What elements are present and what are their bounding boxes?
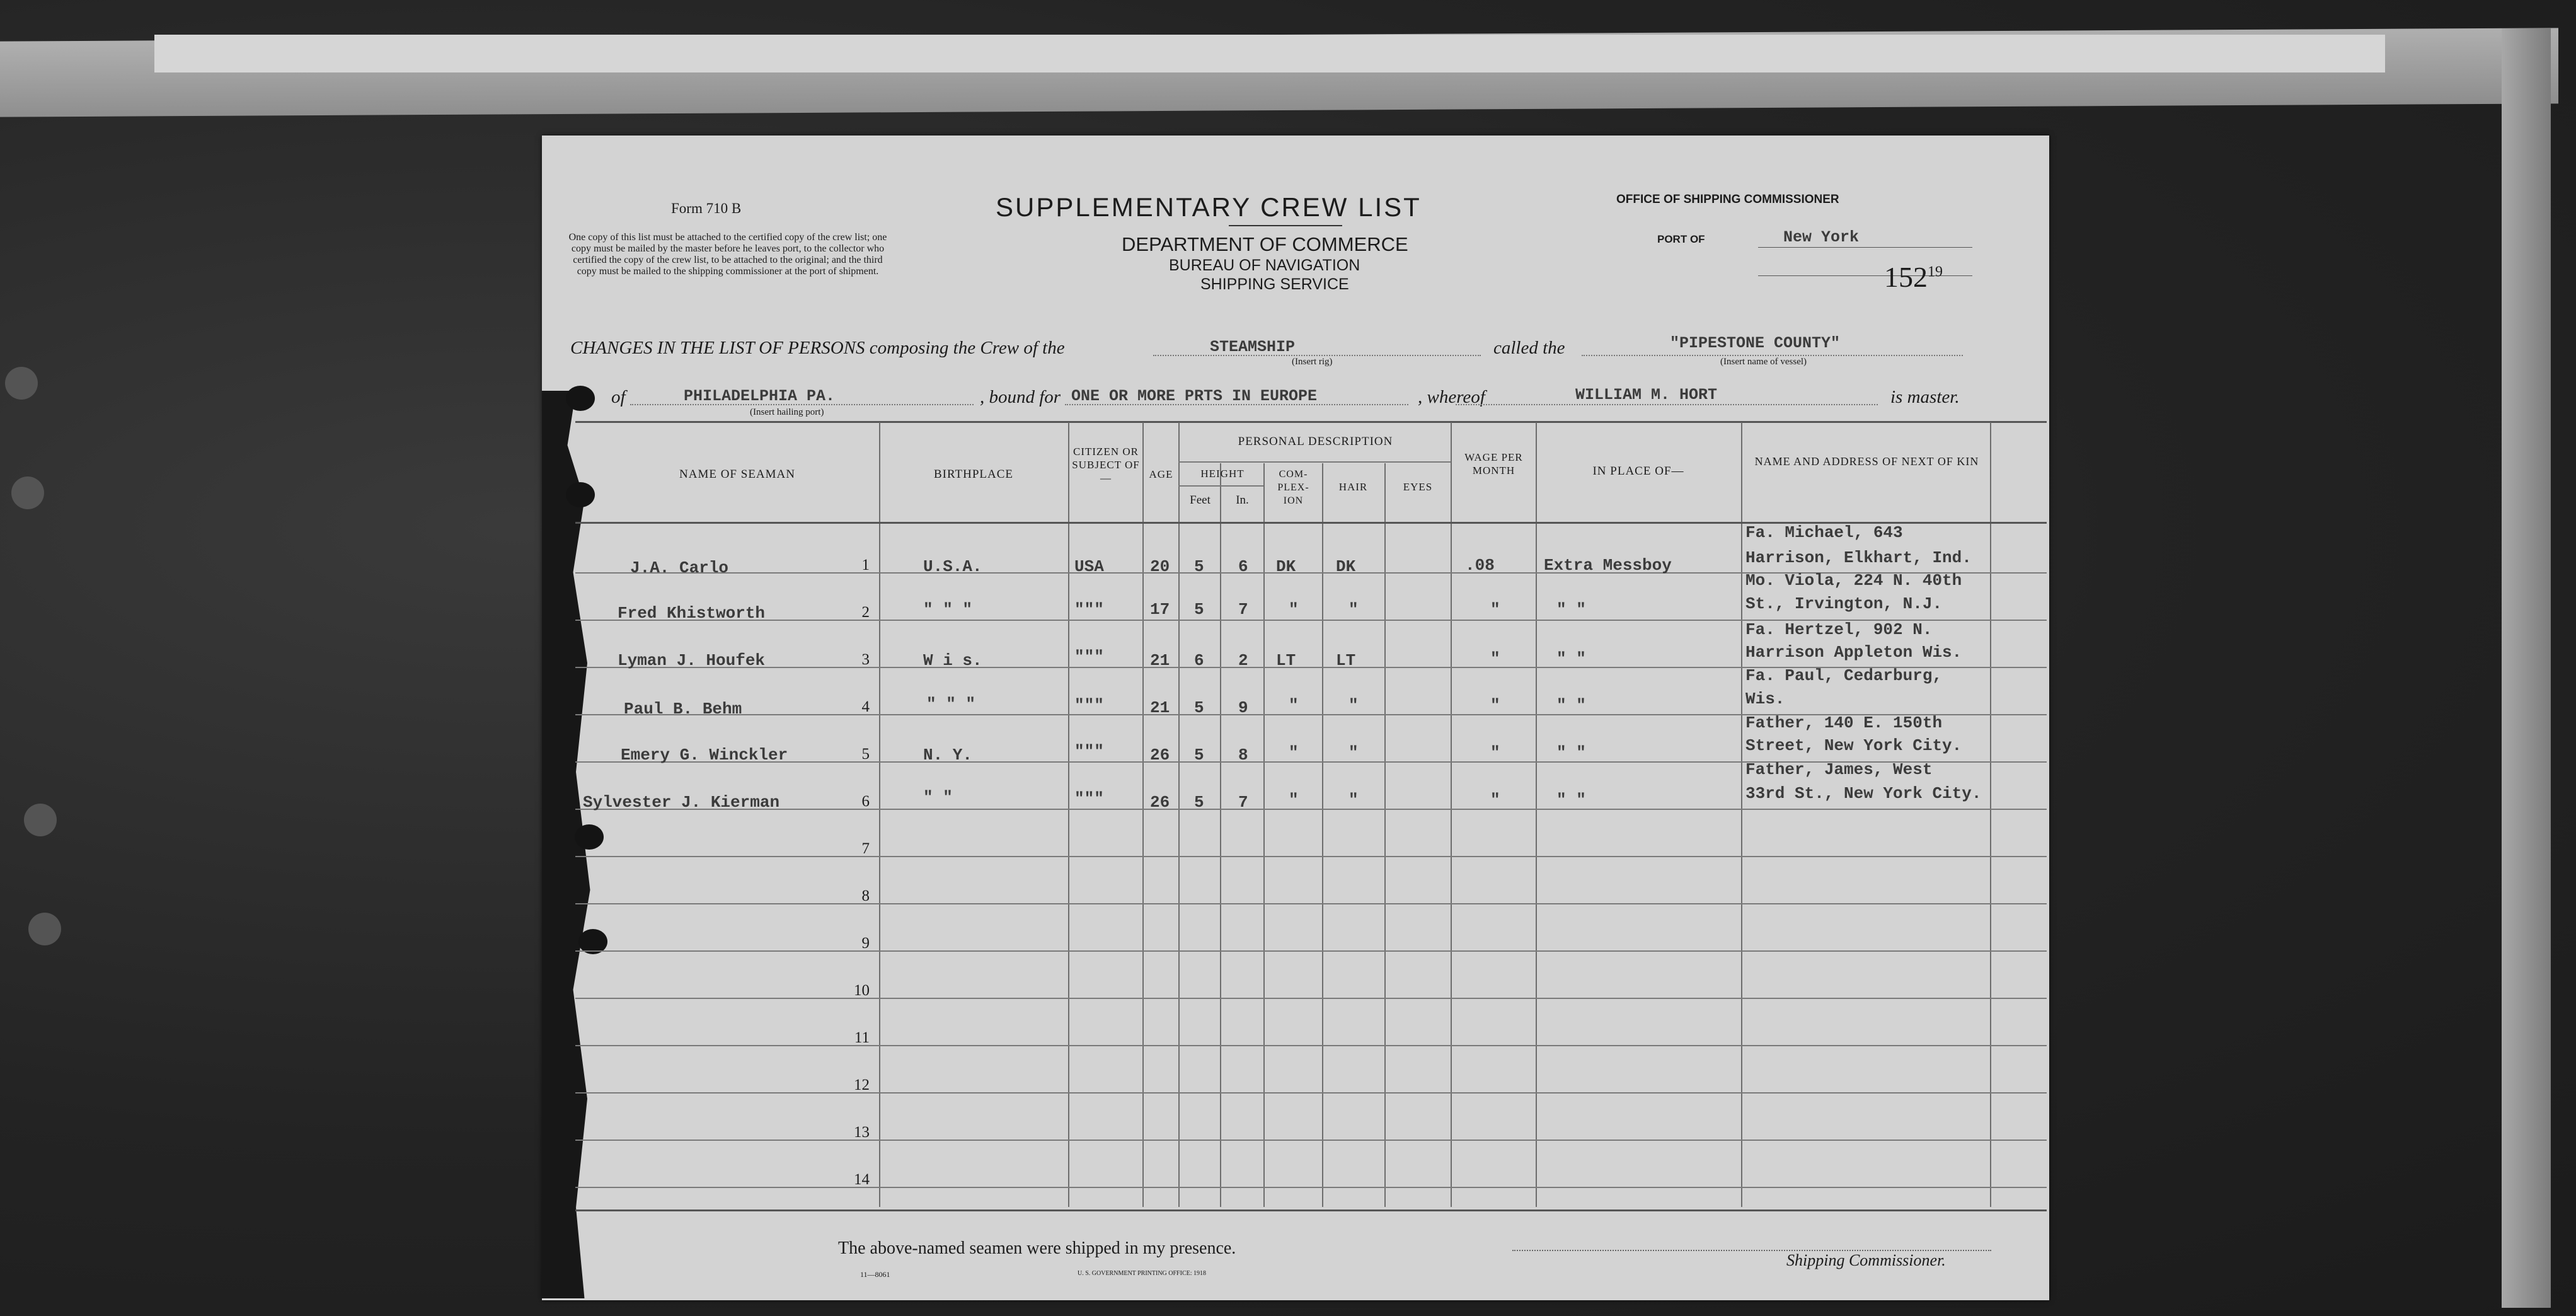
printer-code: 11—8061	[860, 1270, 890, 1279]
feet-cell: 5	[1194, 557, 1204, 576]
header-inches: In.	[1236, 494, 1249, 507]
header-in-place-of: IN PLACE OF—	[1592, 465, 1684, 478]
hair-cell: "	[1348, 743, 1359, 762]
row-number: 8	[861, 887, 870, 904]
inches-cell: 7	[1238, 793, 1248, 812]
col-divider	[1263, 463, 1265, 1207]
home-port: PHILADELPHIA PA.	[684, 387, 836, 405]
feet-cell: 5	[1194, 746, 1204, 765]
complexion-cell: DK	[1276, 557, 1296, 576]
row-number: 9	[861, 935, 870, 952]
hair-cell: "	[1348, 696, 1359, 715]
seaman-name: J.A. Carlo	[630, 558, 729, 577]
col-divider	[1741, 422, 1742, 1207]
age-cell: 26	[1150, 793, 1170, 812]
citizen-cell: USA	[1074, 557, 1104, 576]
feet-cell: 5	[1194, 793, 1204, 812]
birthplace-cell: N. Y.	[923, 746, 973, 765]
wage-cell: "	[1490, 743, 1500, 762]
col-divider	[1451, 422, 1452, 1207]
year-prefix: 152	[1884, 261, 1928, 293]
in-place-of-cell: " "	[1556, 743, 1586, 762]
rig-value: STEAMSHIP	[1210, 338, 1296, 356]
destination: ONE OR MORE PRTS IN EUROPE	[1071, 387, 1318, 405]
birthplace-cell: " " "	[923, 600, 973, 619]
office-label: OFFICE OF SHIPPING COMMISSIONER	[1616, 193, 1839, 206]
bound-text: , bound for	[980, 387, 1061, 407]
next-of-kin-line: Fa. Hertzel, 902 N.	[1745, 620, 1933, 639]
printer-imprint: U. S. GOVERNMENT PRINTING OFFICE: 1918	[1078, 1270, 1206, 1277]
seaman-name: Paul B. Behm	[624, 700, 742, 719]
port-value: New York	[1783, 228, 1860, 246]
row-rule	[575, 809, 2047, 810]
next-of-kin-line: Fa. Michael, 643	[1745, 523, 1903, 542]
header-age: AGE	[1149, 468, 1173, 480]
next-of-kin-line: Mo. Viola, 224 N. 40th	[1745, 571, 1962, 590]
age-cell: 21	[1150, 651, 1170, 670]
row-number: 5	[861, 746, 870, 763]
complexion-cell: "	[1289, 790, 1299, 809]
wage-cell: "	[1490, 600, 1500, 619]
rig-field-line	[1153, 354, 1481, 356]
row-number: 11	[854, 1029, 870, 1046]
service-name: SHIPPING SERVICE	[1200, 275, 1349, 293]
next-of-kin-line: Harrison Appleton Wis.	[1745, 643, 1962, 662]
seaman-name: Sylvester J. Kierman	[583, 793, 780, 812]
vessel-field-line	[1582, 354, 1963, 356]
row-number: 2	[861, 604, 870, 621]
year-suffix: 19	[1928, 263, 1943, 280]
header-feet: Feet	[1190, 494, 1210, 507]
port-field-line	[1758, 247, 1972, 248]
row-rule	[575, 950, 2047, 952]
ink-blot	[566, 386, 595, 411]
wage-cell: "	[1490, 649, 1500, 668]
paper-edge-right	[2502, 28, 2551, 1308]
home-port-hint: (Insert hailing port)	[750, 407, 824, 417]
col-divider	[1142, 422, 1144, 1207]
wage-cell: "	[1490, 696, 1500, 715]
vessel-hint: (Insert name of vessel)	[1720, 357, 1807, 367]
row-number: 3	[861, 651, 870, 668]
next-of-kin-line: Father, James, West	[1745, 760, 1933, 779]
hair-cell: LT	[1336, 651, 1356, 670]
next-of-kin-line: Harrison, Elkhart, Ind.	[1745, 548, 1972, 567]
hair-cell: "	[1348, 790, 1359, 809]
col-divider	[1536, 422, 1537, 1207]
row-number: 4	[861, 698, 870, 715]
citizen-cell: """	[1074, 600, 1104, 619]
in-place-of-cell: " "	[1556, 649, 1586, 668]
page-title: SUPPLEMENTARY CREW LIST	[996, 192, 1422, 222]
is-master-text: is master.	[1890, 387, 1960, 407]
in-place-of-cell: " "	[1556, 600, 1586, 619]
row-number: 14	[854, 1171, 870, 1188]
feet-cell: 6	[1194, 651, 1204, 670]
row-rule	[575, 856, 2047, 857]
row-number: 10	[854, 982, 870, 999]
title-divider	[1229, 225, 1342, 226]
row-rule	[575, 1140, 2047, 1141]
row-number: 13	[854, 1124, 870, 1141]
col-divider	[1990, 422, 1991, 1207]
age-cell: 17	[1150, 600, 1170, 619]
header-eyes: EYES	[1403, 481, 1433, 493]
hair-cell: DK	[1336, 557, 1356, 576]
age-cell: 20	[1150, 557, 1170, 576]
inches-cell: 9	[1238, 698, 1248, 717]
col-divider	[1322, 463, 1323, 1207]
inches-cell: 2	[1238, 651, 1248, 670]
master-name: WILLIAM M. HORT	[1575, 386, 1718, 404]
binder-hole	[5, 367, 38, 400]
row-rule	[575, 1045, 2047, 1046]
next-of-kin-line: St., Irvington, N.J.	[1745, 594, 1943, 613]
header-birthplace: BIRTHPLACE	[933, 468, 1014, 481]
seaman-name: Fred Khistworth	[618, 604, 766, 623]
form-number: Form 710 B	[671, 200, 742, 216]
inches-cell: 6	[1238, 557, 1248, 576]
header-next-of-kin: NAME AND ADDRESS OF NEXT OF KIN	[1754, 455, 1979, 468]
birthplace-cell: " "	[923, 788, 953, 807]
next-of-kin-line: Fa. Paul, Cedarburg,	[1745, 666, 1943, 685]
birthplace-cell: U.S.A.	[923, 557, 982, 576]
complexion-cell: "	[1289, 696, 1299, 715]
inches-cell: 8	[1238, 746, 1248, 765]
complexion-cell: "	[1289, 743, 1299, 762]
next-of-kin-line: 33rd St., New York City.	[1745, 784, 1982, 803]
binder-hole	[28, 913, 61, 945]
feet-cell: 5	[1194, 698, 1204, 717]
port-label: PORT OF	[1657, 233, 1705, 245]
called-text: called the	[1493, 338, 1565, 358]
in-place-of-cell: " "	[1556, 790, 1586, 809]
inches-cell: 7	[1238, 600, 1248, 619]
form-instructions: One copy of this list must be attached to the certified copy of the crew list; one copy must be mailed by the master before he leaves port, to the collector who certified the copy of the crew list, to be attached to the original; and the third copy must be mailed to the shipping commissioner at the port of shipment.	[568, 232, 887, 277]
row-rule	[575, 1092, 2047, 1094]
next-of-kin-line: Father, 140 E. 150th	[1745, 713, 1943, 732]
binder-hole	[11, 476, 44, 509]
in-place-of-cell: Extra Messboy	[1544, 556, 1672, 575]
header-wage: WAGE PER MONTH	[1464, 451, 1523, 476]
hair-cell: "	[1348, 600, 1359, 619]
header-citizen: CITIZEN OR SUBJECT OF—	[1072, 446, 1140, 484]
binder-hole	[24, 804, 57, 836]
vessel-name: "PIPESTONE COUNTY"	[1670, 334, 1841, 352]
height-header-rule	[1178, 485, 1263, 487]
header-name: NAME OF SEAMAN	[679, 468, 795, 481]
birthplace-cell: " " "	[926, 695, 976, 713]
in-place-of-cell: " "	[1556, 696, 1586, 715]
complexion-cell: LT	[1276, 651, 1296, 670]
birthplace-cell: W i s.	[923, 651, 982, 670]
citizen-cell: """	[1074, 696, 1104, 715]
row-rule	[575, 1187, 2047, 1188]
col-divider	[1220, 463, 1221, 1207]
row-rule	[575, 998, 2047, 999]
header-personal: PERSONAL DESCRIPTION	[1238, 435, 1393, 448]
feet-cell: 5	[1194, 600, 1204, 619]
complexion-cell: "	[1289, 600, 1299, 619]
seaman-name: Lyman J. Houfek	[618, 651, 766, 670]
header-hair: HAIR	[1338, 481, 1368, 493]
year-value	[1884, 260, 1943, 294]
age-cell: 26	[1150, 746, 1170, 765]
presence-statement: The above-named seamen were shipped in my presence.	[838, 1238, 1236, 1258]
header-height: HEIGHT	[1200, 468, 1245, 480]
citizen-cell: """	[1074, 742, 1104, 761]
wage-cell: .08	[1465, 556, 1495, 575]
row-number: 7	[861, 840, 870, 857]
row-rule	[575, 903, 2047, 904]
next-of-kin-line: Wis.	[1745, 690, 1785, 708]
signature-label: Shipping Commissioner.	[1786, 1251, 1946, 1269]
citizen-cell: """	[1074, 789, 1104, 808]
col-divider	[1178, 422, 1180, 1207]
col-divider	[879, 422, 880, 1207]
changes-text: CHANGES IN THE LIST OF PERSONS composing the Crew of the	[570, 338, 1065, 358]
bureau-name: BUREAU OF NAVIGATION	[1169, 257, 1360, 274]
rig-hint: (Insert rig)	[1292, 357, 1333, 367]
whereof-text: , whereof	[1418, 387, 1485, 407]
wage-cell: "	[1490, 790, 1500, 809]
seaman-name: Emery G. Winckler	[621, 746, 788, 765]
col-divider	[1068, 422, 1069, 1207]
of-text: of	[611, 387, 626, 407]
personal-header-rule	[1178, 461, 1451, 463]
row-number: 12	[854, 1076, 870, 1094]
row-number: 1	[861, 557, 870, 574]
paper-edge-top-inner	[154, 35, 2385, 72]
header-complexion: COM- PLEX- ION	[1277, 469, 1309, 506]
department-name: DEPARTMENT OF COMMERCE	[1122, 233, 1408, 255]
citizen-cell: """	[1074, 647, 1104, 666]
age-cell: 21	[1150, 698, 1170, 717]
col-divider	[1384, 463, 1386, 1207]
next-of-kin-line: Street, New York City.	[1745, 736, 1962, 755]
row-number: 6	[861, 793, 870, 810]
